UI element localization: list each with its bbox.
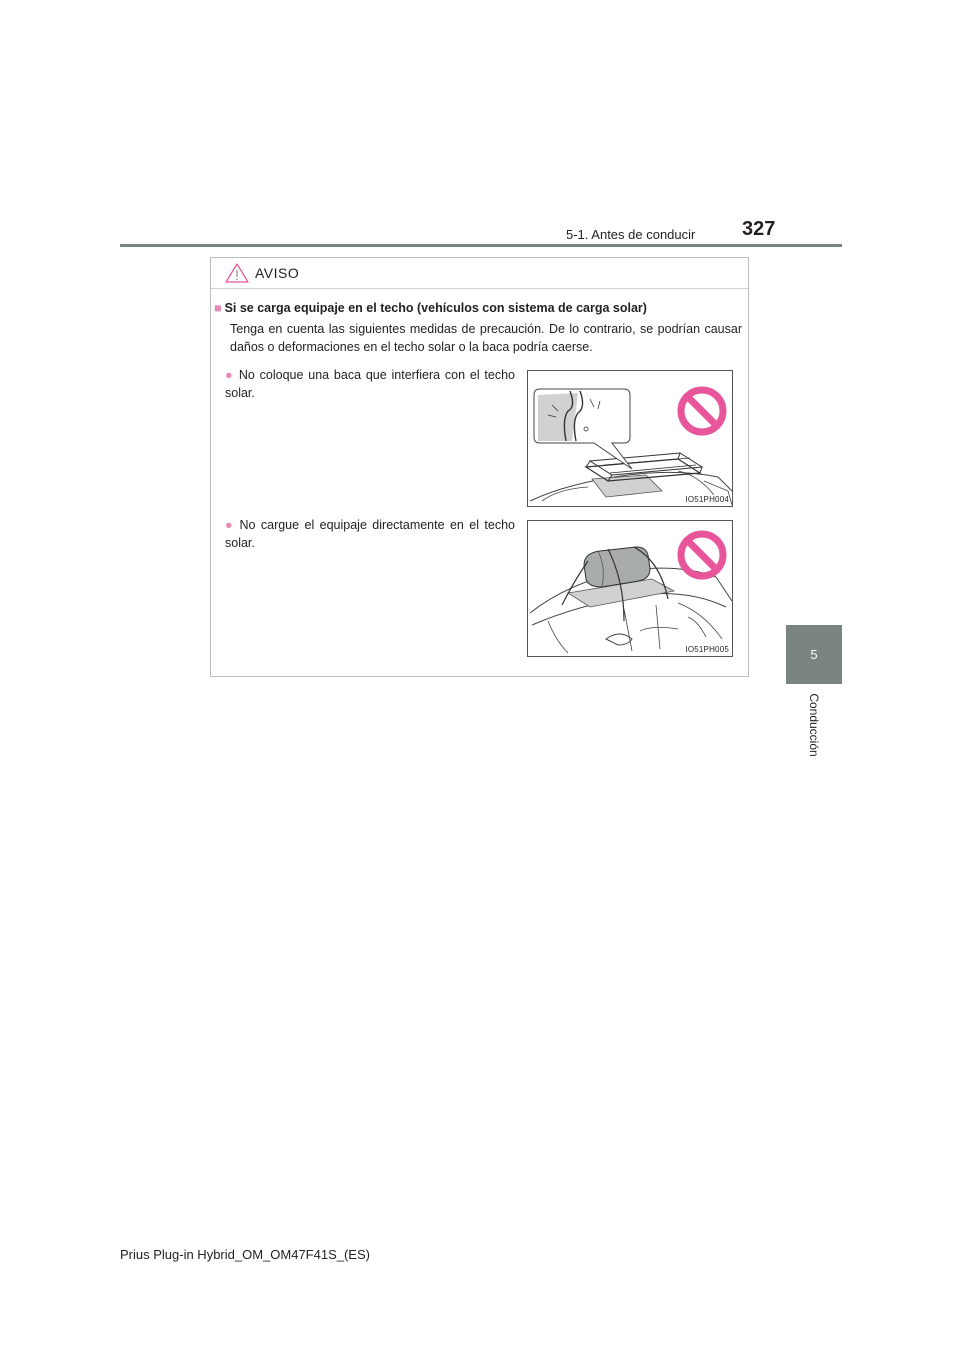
luggage-on-roof-illustration xyxy=(527,520,733,657)
list-item-text: No coloque una baca que interfiera con el techo solar. xyxy=(225,368,515,400)
footer-manual-code: Prius Plug-in Hybrid_OM_OM47F41S_(ES) xyxy=(120,1247,370,1262)
section-heading-text: Si se carga equipaje en el techo (vehículos con sistema de carga solar) xyxy=(224,301,647,315)
chapter-tab xyxy=(786,625,842,684)
bullet-dot-icon: ● xyxy=(225,518,235,532)
section-body: Tenga en cuenta las siguientes medidas de precaución. De lo contrario, se podrían causar daños o deformaciones en el techo solar o la baca podría caerse. xyxy=(230,322,742,354)
list-item xyxy=(225,366,515,402)
list-item-text: No cargue el equipaje directamente en el techo solar. xyxy=(225,518,515,550)
chapter-number: 5 xyxy=(810,647,818,662)
header-rule xyxy=(120,244,842,247)
roof-rack-illustration xyxy=(527,370,733,507)
figure-code: IO51PH005 xyxy=(685,645,729,654)
section-heading xyxy=(214,301,744,315)
warning-title: AVISO xyxy=(255,265,300,281)
header-section-title: 5-1. Antes de conducir xyxy=(566,227,696,242)
page-number: 327 xyxy=(742,218,776,240)
bullet-dot-icon: ● xyxy=(225,368,234,382)
warning-header xyxy=(211,258,748,289)
square-bullet-icon: ■ xyxy=(214,301,222,315)
figure-code: IO51PH004 xyxy=(685,495,729,504)
warning-triangle-icon xyxy=(225,263,249,288)
list-item xyxy=(225,516,515,552)
warning-box xyxy=(210,257,749,677)
chapter-label: Conducción xyxy=(807,693,821,757)
